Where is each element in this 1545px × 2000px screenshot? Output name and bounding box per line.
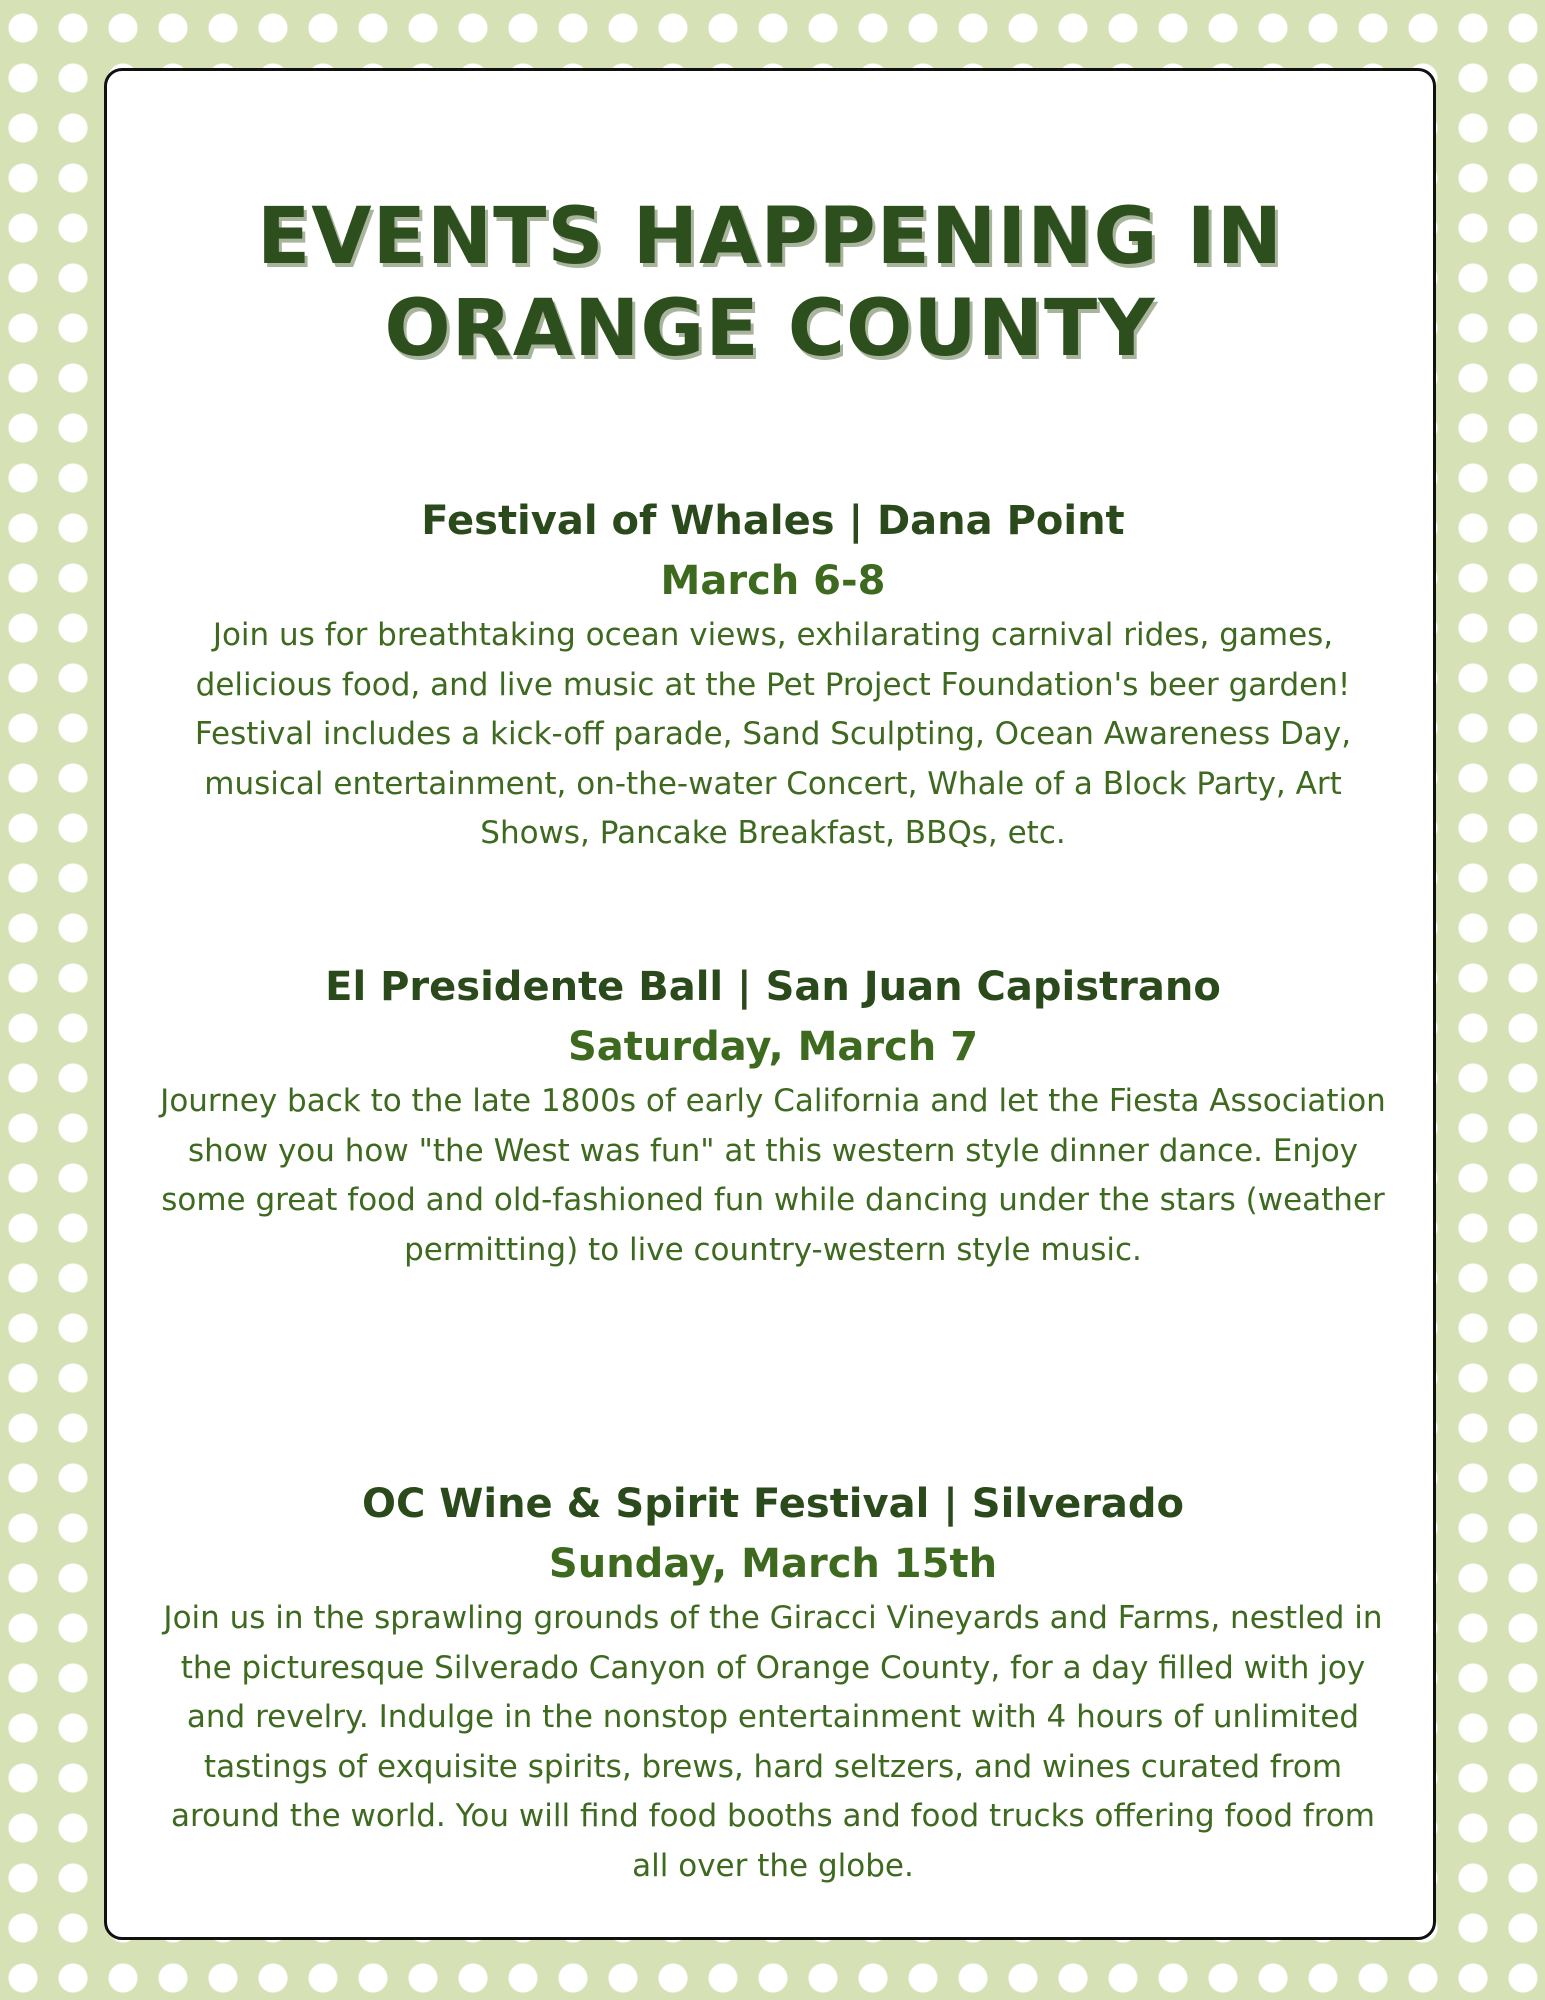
page-title-line-1: EVENTS HAPPENING IN — [256, 192, 1284, 282]
event-date: Sunday, March 15th — [548, 1541, 998, 1587]
event-description: Journey back to the late 1800s of early California and let the Fiesta Association show you how "the West was fun" at this western style dinner dance. Enjoy some great food and old-fashioned fun while dancing under the stars (weather permitting) to live country-western style music. — [160, 1083, 1386, 1268]
event-description: Join us in the sprawling grounds of the Giracci Vineyards and Farms, nestled in the picturesque Silverado Canyon of Orange County, for a day filled with joy and revelry. Indulge in the nonstop entertainment with 4 hours of unlimited tastings of exquisite spirits, brews, hard seltzers, and wines curated from around the world. You will find food booths and food trucks offering food from all over the globe. — [163, 1600, 1383, 1884]
event-date: March 6-8 — [660, 558, 886, 604]
event-date: Saturday, March 7 — [567, 1024, 979, 1070]
page-title — [107, 191, 1433, 375]
event-description: Join us for breathtaking ocean views, exhilarating carnival rides, games, delicious food, and live music at the Pet Project Foundation's beer garden! Festival includes a kick-off parade, Sand Sculpting, Ocean Awareness Day, musical entertainment, on-the-water Concert, Whale of a Block Party, Art Shows, Pancake Breakfast, BBQs, etc. — [194, 617, 1352, 851]
event-el-presidente-ball — [137, 957, 1409, 1275]
event-name: El Presidente Ball | San Juan Capistrano — [325, 964, 1221, 1010]
flyer-card — [104, 68, 1436, 1940]
event-festival-of-whales — [137, 491, 1409, 859]
event-name: Festival of Whales | Dana Point — [421, 498, 1125, 544]
event-name: OC Wine & Spirit Festival | Silverado — [361, 1481, 1185, 1527]
event-oc-wine-spirit-festival — [137, 1474, 1409, 1891]
page-title-line-2: ORANGE COUNTY — [384, 284, 1156, 374]
